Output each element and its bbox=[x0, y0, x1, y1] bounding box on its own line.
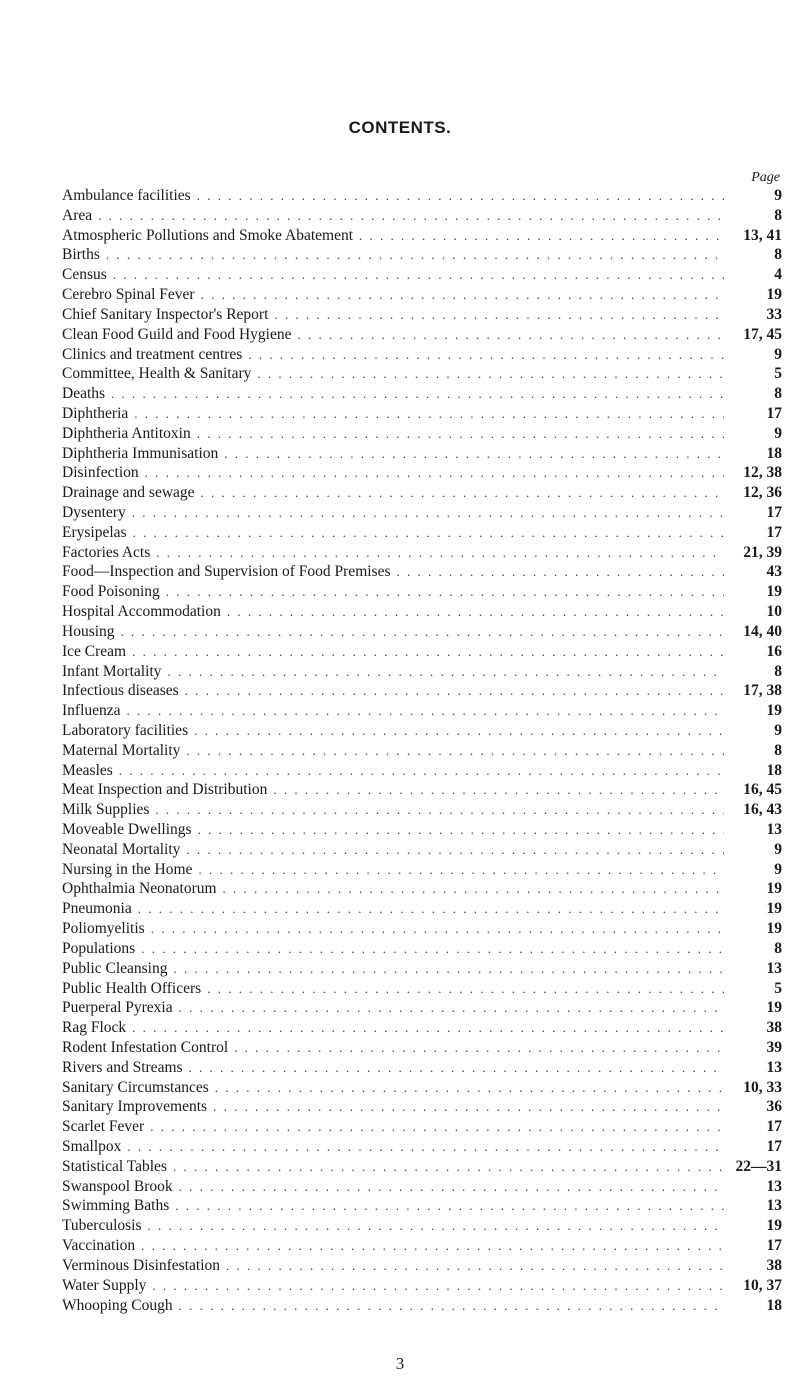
toc-entry-page: 5 bbox=[774, 365, 782, 383]
dot-leader bbox=[179, 1296, 724, 1316]
toc-entry bbox=[62, 979, 782, 999]
toc-entry-page: 19 bbox=[766, 920, 782, 938]
toc-entry-label: Swimming Baths bbox=[62, 1197, 170, 1215]
dot-leader bbox=[151, 919, 724, 939]
toc-entry bbox=[62, 424, 782, 444]
toc-entry-label: Poliomyelitis bbox=[62, 920, 145, 938]
toc-entry-page: 5 bbox=[774, 979, 782, 997]
dot-leader bbox=[297, 325, 724, 345]
dot-leader bbox=[167, 662, 724, 682]
toc-entry-page: 38 bbox=[766, 1256, 782, 1274]
dot-leader bbox=[145, 463, 724, 483]
toc-entry bbox=[62, 444, 782, 464]
toc-entry-label: Cerebro Spinal Fever bbox=[62, 286, 195, 304]
toc-entry bbox=[62, 1117, 782, 1137]
dot-leader bbox=[156, 543, 724, 563]
toc-entry-page: 18 bbox=[766, 761, 782, 779]
toc-entry bbox=[62, 404, 782, 424]
toc-entry-page: 13 bbox=[766, 959, 782, 977]
dot-leader bbox=[226, 1256, 724, 1276]
dot-leader bbox=[197, 186, 724, 206]
toc-entry bbox=[62, 800, 782, 820]
toc-entry-page: 8 bbox=[774, 741, 782, 759]
toc-entry-label: Ambulance facilities bbox=[62, 187, 191, 204]
toc-entry-label: Committee, Health & Sanitary bbox=[62, 365, 252, 383]
dot-leader bbox=[173, 959, 724, 979]
toc-entry bbox=[62, 959, 782, 979]
toc-entry-label: Milk Supplies bbox=[62, 801, 150, 819]
dot-leader bbox=[98, 206, 724, 226]
toc-entry-label: Meat Inspection and Distribution bbox=[62, 781, 268, 799]
toc-entry-page: 8 bbox=[774, 939, 782, 957]
toc-entry bbox=[62, 186, 782, 206]
toc-entry bbox=[62, 226, 782, 246]
toc-entry-label: Atmospheric Pollutions and Smoke Abatement bbox=[62, 226, 354, 244]
toc-entry-label: Nursing in the Home bbox=[62, 860, 193, 878]
toc-entry bbox=[62, 939, 782, 959]
toc-entry bbox=[62, 503, 782, 523]
toc-entry-page: 13 bbox=[766, 1058, 782, 1076]
dot-leader bbox=[186, 741, 724, 761]
toc-entry-page: 17 bbox=[766, 1118, 782, 1136]
toc-entry-page: 36 bbox=[766, 1098, 782, 1116]
toc-entry bbox=[62, 345, 782, 365]
toc-entry-page: 17 bbox=[766, 1138, 782, 1155]
toc-entry-page: 19 bbox=[766, 286, 782, 304]
toc-entry-page: 17 bbox=[766, 404, 782, 422]
toc-entry bbox=[62, 1137, 782, 1157]
toc-entry-label: Area bbox=[62, 206, 93, 224]
toc-entry-label: Tuberculosis bbox=[62, 1217, 142, 1235]
toc-entry-page: 18 bbox=[766, 444, 782, 462]
toc-entry bbox=[62, 1196, 782, 1216]
dot-leader bbox=[223, 879, 724, 899]
toc-entry-page: 19 bbox=[766, 880, 782, 898]
dot-leader bbox=[359, 226, 724, 246]
toc-entry-label: Diphtheria Immunisation bbox=[62, 444, 219, 462]
toc-entry-page: 19 bbox=[766, 1217, 782, 1235]
toc-entry bbox=[62, 761, 782, 781]
dot-leader bbox=[127, 1137, 724, 1157]
toc-entry bbox=[62, 285, 782, 305]
toc-entry-page: 16, 45 bbox=[743, 781, 782, 799]
toc-entry-label: Sanitary Improvements bbox=[62, 1098, 208, 1116]
dot-leader bbox=[141, 1236, 724, 1256]
dot-leader bbox=[175, 1196, 724, 1216]
toc-entry-label: Diphtheria bbox=[62, 404, 129, 422]
toc-entry-page: 8 bbox=[774, 662, 782, 680]
toc-entry-label: Rivers and Streams bbox=[62, 1058, 183, 1076]
toc-entry bbox=[62, 463, 782, 483]
toc-entry bbox=[62, 721, 782, 741]
dot-leader bbox=[148, 1216, 724, 1236]
toc-entry-label: Moveable Dwellings bbox=[62, 821, 192, 838]
toc-entry-page: 33 bbox=[766, 305, 782, 323]
toc-entry-label: Rag Flock bbox=[62, 1019, 127, 1037]
toc-entry-page: 17 bbox=[766, 523, 782, 541]
dot-leader bbox=[179, 998, 724, 1018]
toc-entry bbox=[62, 840, 782, 860]
dot-leader bbox=[198, 820, 724, 840]
toc-entry bbox=[62, 562, 782, 582]
toc-entry bbox=[62, 582, 782, 602]
toc-entry-page: 19 bbox=[766, 999, 782, 1017]
toc-entry-page: 12, 36 bbox=[743, 484, 782, 502]
toc-entry-page: 4 bbox=[774, 266, 782, 284]
toc-entry-label: Ophthalmia Neonatorum bbox=[62, 880, 217, 898]
page-column-header: Page bbox=[751, 170, 780, 185]
dot-leader bbox=[113, 265, 724, 285]
toc-entry bbox=[62, 1058, 782, 1078]
toc-entry-page: 22—31 bbox=[735, 1157, 782, 1175]
toc-entry bbox=[62, 1018, 782, 1038]
toc-entry-label: Influenza bbox=[62, 702, 121, 720]
toc-entry-page: 18 bbox=[766, 1296, 782, 1314]
toc-entry-page: 17, 45 bbox=[743, 325, 782, 343]
toc-entry-page: 14, 40 bbox=[743, 622, 782, 640]
toc-entry bbox=[62, 1097, 782, 1117]
toc-entry-label: Clean Food Guild and Food Hygiene bbox=[62, 325, 292, 343]
dot-leader bbox=[257, 364, 724, 384]
toc-entry-label: Dysentery bbox=[62, 504, 126, 521]
dot-leader bbox=[132, 1018, 724, 1038]
toc-entry bbox=[62, 1236, 782, 1256]
toc-entry-page: 10, 37 bbox=[743, 1276, 782, 1294]
toc-entry bbox=[62, 1276, 782, 1296]
toc-entry-label: Housing bbox=[62, 622, 115, 640]
dot-leader bbox=[198, 860, 724, 880]
toc-entry-page: 19 bbox=[766, 583, 782, 601]
dot-leader bbox=[106, 245, 724, 265]
dot-leader bbox=[134, 404, 724, 424]
toc-entry bbox=[62, 820, 782, 840]
toc-entry bbox=[62, 364, 782, 384]
contents-list bbox=[62, 186, 782, 1315]
dot-leader bbox=[215, 1078, 724, 1098]
toc-entry-page: 19 bbox=[766, 702, 782, 720]
dot-leader bbox=[397, 562, 725, 582]
dot-leader bbox=[138, 899, 724, 919]
toc-entry-label: Pneumonia bbox=[62, 900, 132, 918]
dot-leader bbox=[121, 622, 724, 642]
toc-entry-label: Laboratory facilities bbox=[62, 721, 189, 739]
toc-entry bbox=[62, 325, 782, 345]
toc-entry-page: 9 bbox=[774, 345, 782, 363]
toc-entry bbox=[62, 741, 782, 761]
dot-leader bbox=[224, 444, 724, 464]
toc-entry bbox=[62, 701, 782, 721]
dot-leader bbox=[111, 384, 724, 404]
page-number: 3 bbox=[395, 1354, 405, 1373]
dot-leader bbox=[213, 1097, 724, 1117]
toc-entry bbox=[62, 384, 782, 404]
toc-entry-label: Infant Mortality bbox=[62, 662, 162, 680]
toc-entry-page: 17 bbox=[766, 1237, 782, 1255]
toc-entry-label: Disinfection bbox=[62, 464, 139, 482]
toc-entry-label: Whooping Cough bbox=[62, 1296, 173, 1314]
toc-entry-label: Rodent Infestation Control bbox=[62, 1038, 229, 1056]
toc-entry bbox=[62, 879, 782, 899]
toc-entry-page: 39 bbox=[766, 1038, 782, 1056]
toc-entry-label: Food Poisoning bbox=[62, 583, 160, 601]
toc-entry bbox=[62, 1078, 782, 1098]
toc-entry-page: 8 bbox=[774, 206, 782, 224]
toc-entry-label: Infectious diseases bbox=[62, 682, 179, 700]
toc-entry-label: Census bbox=[62, 266, 107, 284]
toc-entry-page: 13, 41 bbox=[743, 226, 782, 244]
toc-entry-page: 8 bbox=[774, 246, 782, 264]
dot-leader bbox=[119, 761, 724, 781]
toc-entry-page: 43 bbox=[766, 563, 782, 581]
toc-entry-page: 21, 39 bbox=[743, 543, 782, 561]
toc-entry-page: 16, 43 bbox=[743, 801, 782, 819]
toc-entry-label: Erysipelas bbox=[62, 523, 127, 541]
dot-leader bbox=[133, 523, 724, 543]
dot-leader bbox=[141, 939, 724, 959]
dot-leader bbox=[186, 840, 724, 860]
toc-entry-label: Swanspool Brook bbox=[62, 1177, 173, 1195]
toc-entry-page: 9 bbox=[774, 424, 782, 442]
dot-leader bbox=[274, 305, 724, 325]
toc-entry bbox=[62, 265, 782, 285]
toc-entry-page: 38 bbox=[766, 1019, 782, 1037]
toc-entry bbox=[62, 1038, 782, 1058]
toc-entry-label: Births bbox=[62, 246, 100, 264]
toc-entry-label: Factories Acts bbox=[62, 543, 151, 561]
page-title: CONTENTS. bbox=[348, 118, 452, 137]
dot-leader bbox=[207, 979, 724, 999]
dot-leader bbox=[132, 503, 724, 523]
toc-entry bbox=[62, 860, 782, 880]
toc-entry-label: Sanitary Circumstances bbox=[62, 1078, 209, 1096]
toc-entry bbox=[62, 681, 782, 701]
toc-entry bbox=[62, 1256, 782, 1276]
dot-leader bbox=[189, 1058, 724, 1078]
toc-entry-label: Public Cleansing bbox=[62, 959, 168, 977]
toc-entry bbox=[62, 1157, 782, 1177]
toc-entry-label: Ice Cream bbox=[62, 642, 127, 660]
dot-leader bbox=[194, 721, 724, 741]
toc-entry-page: 10, 33 bbox=[743, 1078, 782, 1096]
toc-entry-page: 16 bbox=[766, 642, 782, 660]
toc-entry-page: 12, 38 bbox=[743, 464, 782, 482]
toc-entry-page: 13 bbox=[766, 821, 782, 838]
toc-entry bbox=[62, 919, 782, 939]
dot-leader bbox=[197, 424, 724, 444]
dot-leader bbox=[127, 701, 724, 721]
toc-entry-page: 17, 38 bbox=[743, 682, 782, 700]
dot-leader bbox=[273, 780, 724, 800]
toc-entry-label: Scarlet Fever bbox=[62, 1118, 145, 1136]
toc-entry-label: Water Supply bbox=[62, 1276, 147, 1294]
toc-entry-label: Neonatal Mortality bbox=[62, 840, 181, 858]
toc-entry bbox=[62, 780, 782, 800]
dot-leader bbox=[155, 800, 724, 820]
toc-entry bbox=[62, 245, 782, 265]
toc-entry bbox=[62, 483, 782, 503]
toc-entry-page: 9 bbox=[774, 721, 782, 739]
toc-entry-label: Statistical Tables bbox=[62, 1157, 167, 1175]
toc-entry-page: 9 bbox=[774, 187, 782, 204]
toc-entry bbox=[62, 998, 782, 1018]
toc-entry-label: Public Health Officers bbox=[62, 979, 202, 997]
dot-leader bbox=[166, 582, 724, 602]
toc-entry bbox=[62, 1177, 782, 1197]
toc-entry bbox=[62, 662, 782, 682]
dot-leader bbox=[227, 602, 724, 622]
toc-entry-label: Maternal Mortality bbox=[62, 741, 181, 759]
dot-leader bbox=[248, 345, 724, 365]
toc-entry-label: Populations bbox=[62, 939, 136, 957]
toc-entry-page: 9 bbox=[774, 840, 782, 858]
toc-entry-page: 13 bbox=[766, 1197, 782, 1215]
toc-entry bbox=[62, 523, 782, 543]
toc-entry bbox=[62, 206, 782, 226]
dot-leader bbox=[152, 1276, 724, 1296]
toc-entry bbox=[62, 622, 782, 642]
toc-entry-page: 10 bbox=[766, 603, 782, 621]
toc-entry bbox=[62, 543, 782, 563]
toc-entry-page: 13 bbox=[766, 1177, 782, 1195]
toc-entry-label: Clinics and treatment centres bbox=[62, 345, 243, 363]
dot-leader bbox=[185, 681, 724, 701]
dot-leader bbox=[234, 1038, 724, 1058]
toc-entry bbox=[62, 642, 782, 662]
toc-entry-label: Puerperal Pyrexia bbox=[62, 999, 173, 1017]
toc-entry-label: Hospital Accommodation bbox=[62, 603, 221, 621]
toc-entry-label: Drainage and sewage bbox=[62, 484, 195, 502]
toc-entry bbox=[62, 305, 782, 325]
toc-entry-label: Chief Sanitary Inspector's Report bbox=[62, 305, 269, 323]
toc-entry-page: 17 bbox=[766, 504, 782, 521]
toc-entry-label: Smallpox bbox=[62, 1138, 122, 1155]
dot-leader bbox=[150, 1117, 724, 1137]
toc-entry-page: 9 bbox=[774, 860, 782, 878]
toc-entry bbox=[62, 602, 782, 622]
dot-leader bbox=[201, 483, 724, 503]
dot-leader bbox=[179, 1177, 724, 1197]
toc-entry-page: 19 bbox=[766, 900, 782, 918]
toc-entry bbox=[62, 1216, 782, 1236]
toc-entry bbox=[62, 899, 782, 919]
toc-entry-label: Vaccination bbox=[62, 1237, 136, 1255]
toc-entry-label: Measles bbox=[62, 761, 113, 779]
toc-entry-page: 8 bbox=[774, 385, 782, 403]
dot-leader bbox=[132, 642, 724, 662]
dot-leader bbox=[173, 1157, 724, 1177]
toc-entry-label: Deaths bbox=[62, 385, 106, 403]
toc-entry-label: Diphtheria Antitoxin bbox=[62, 424, 191, 442]
toc-entry-label: Verminous Disinfestation bbox=[62, 1256, 220, 1274]
dot-leader bbox=[201, 285, 724, 305]
toc-entry-label: Food—Inspection and Supervision of Food Premises bbox=[62, 563, 391, 581]
toc-entry bbox=[62, 1296, 782, 1316]
